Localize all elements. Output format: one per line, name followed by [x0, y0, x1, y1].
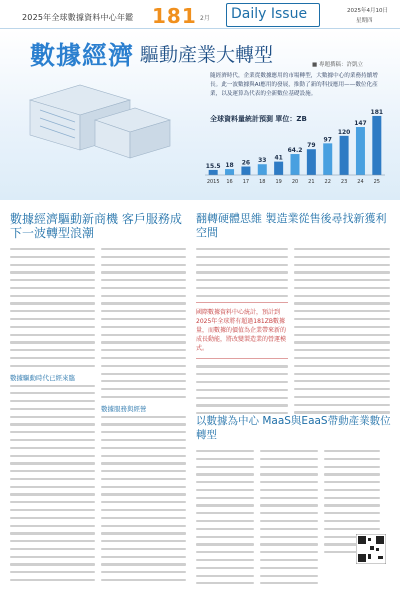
issue-weekday: 星期四	[356, 18, 373, 24]
chart-category-label: 19	[275, 179, 282, 185]
server-illustration	[30, 85, 170, 158]
chart-bar	[258, 164, 267, 175]
chart-category-label: 23	[340, 179, 348, 185]
left-subhead-2: 數據服務與經營	[101, 404, 147, 413]
chart-bar	[209, 170, 218, 175]
chart-bar	[340, 136, 349, 175]
hero-subtitle: 驅動產業大轉型	[140, 44, 274, 66]
middle-article	[196, 212, 392, 420]
chart-value-label: 64.2	[287, 147, 303, 155]
lead-paragraph: 隨經濟時代，企業從數據應用的市場轉型，大數據中心的業務持續增長。此一波數據與AI應用的發展，推動了新的科技應用——數位化產業，以及運算為代表的全新數位基礎設施。	[210, 73, 378, 97]
chart-bar	[241, 167, 250, 175]
chart-bar	[323, 143, 332, 175]
left-subhead: 數據驅動時代已經來臨	[10, 373, 75, 382]
chart-category-label: 18	[259, 179, 266, 185]
daily-issue-label: Daily Issue	[231, 6, 308, 22]
chart-bar	[307, 149, 316, 175]
chart-value-label: 79	[307, 142, 316, 150]
left-col-a	[10, 248, 95, 587]
chart-value-label: 97	[323, 136, 332, 144]
chart-value-label: 18	[225, 162, 234, 170]
chart-category-label: 16	[226, 179, 233, 185]
chart-bar	[225, 169, 234, 175]
issue-suffix: 2月	[200, 15, 210, 22]
chart-category-label: 25	[373, 179, 381, 185]
chart-value-label: 41	[274, 154, 283, 162]
chart-bar	[274, 162, 283, 175]
left-article	[10, 212, 186, 587]
issue-number: 181	[152, 4, 197, 28]
qr-code-icon	[356, 534, 386, 564]
chart-value-label: 15.5	[205, 162, 221, 170]
chart-category-label: 17	[242, 179, 250, 185]
middle-article-headline: 翻轉硬體思維 製造業從售後尋找新獲利空間	[196, 212, 387, 239]
chart-value-label: 120	[337, 128, 351, 136]
pull-quote: 國際數據資料中心統計，預計到2025年全球將有超過181ZB數據量，而數據的價值為企業帶來新的成長動能，將改變製造業的營運模式。	[196, 302, 288, 359]
chart-category-label: 21	[308, 179, 315, 185]
hero-title: 數據經濟	[30, 41, 135, 70]
chart-value-label: 147	[354, 120, 367, 128]
chart-value-label: 26	[241, 159, 251, 167]
chart-title: 全球資料量統計預測 單位：ZB	[210, 115, 307, 123]
chart-category-label: 22	[324, 179, 331, 185]
chart-bar	[356, 127, 365, 175]
chart-value-label: 33	[258, 157, 267, 165]
chart-bar	[291, 154, 300, 175]
chart-category-label: 20	[291, 179, 299, 185]
left-article-headline: 數據經濟驅動新商機 客戶服務成下一波轉型浪潮	[10, 212, 182, 240]
publication-name: 2025年全球數據資料中心年鑑	[22, 13, 134, 22]
chart-category-label: 24	[357, 179, 364, 185]
byline: ■ 專題撰稿：許凱立	[312, 62, 363, 68]
header-divider	[0, 28, 400, 29]
bottom-article-headline: 以數據為中心 MaaS與EaaS帶動產業數位轉型	[196, 415, 391, 441]
issue-date: 2025年4月10日	[347, 8, 388, 14]
chart-bar	[372, 116, 381, 175]
chart-category-label: 2015	[206, 179, 220, 185]
left-col-b	[101, 248, 186, 587]
chart-value-label: 181	[370, 108, 384, 116]
